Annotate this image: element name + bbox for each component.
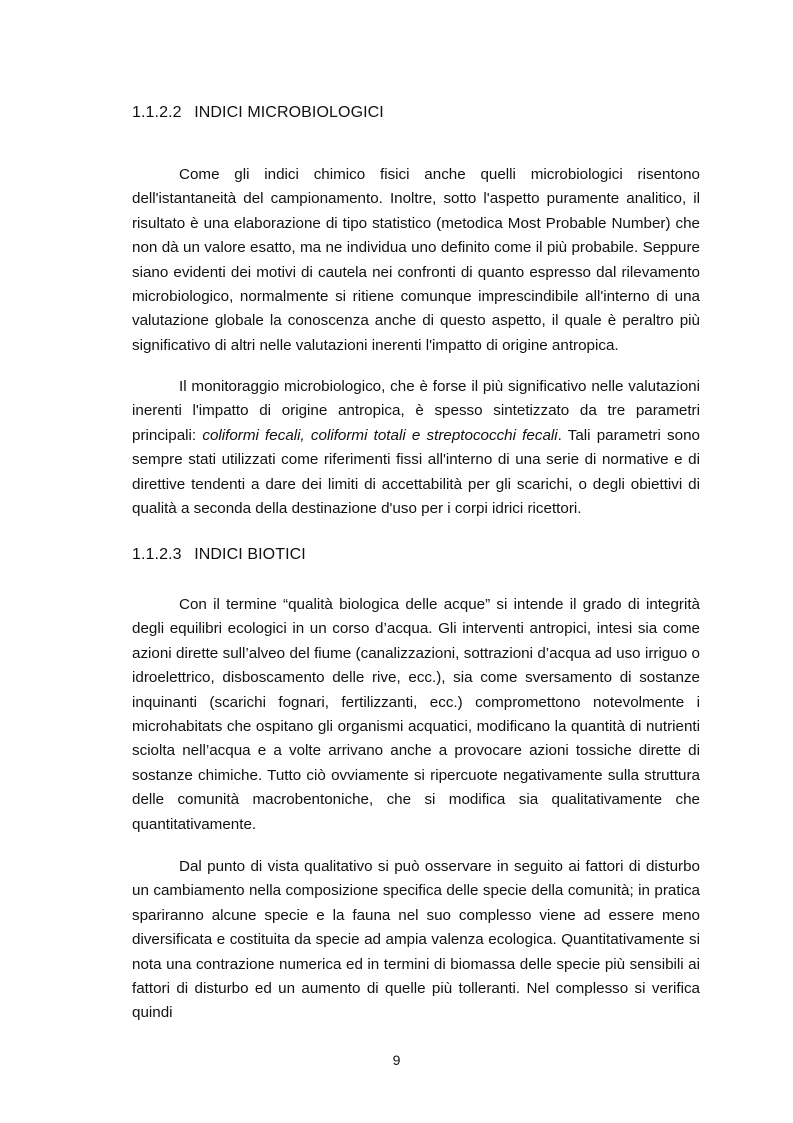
paragraph-text: Il monitoraggio microbiologico, che è forse il più significativo nelle valutazioni inerenti l'impatto di origine antropica, è spesso sintetizzato da tre parametri principali: <box>132 378 700 444</box>
section-title: INDICI BIOTICI <box>194 546 306 563</box>
italic-parameters: coliformi fecali, coliformi totali e streptococchi fecali <box>202 426 558 444</box>
section-heading-microbiologici <box>132 104 384 122</box>
section-number: 1.1.2.3 <box>132 546 182 563</box>
page-number: 9 <box>392 1052 401 1068</box>
paragraph-biotici-2: Dal punto di vista qualitativo si può osservare in seguito ai fattori di disturbo un cambiamento nella composizione specifica delle specie della comunità; in pratica spariranno alcune specie e la fauna nel suo complesso viene ad essere meno diversificata e costituita da specie ad ampia valenza ecologica. Quantitativamente si nota una contrazione numerica ed in termini di biomassa delle specie più sensibili ai fattori di disturbo ed un aumento di quelle più tolleranti. Nel complesso si verifica quindi <box>132 858 700 1022</box>
section-heading-biotici <box>132 546 306 564</box>
paragraph-text: . Tali parametri sono sempre stati utilizzati come riferimenti fissi all'interno di una serie di normative e di direttive tendenti a dare dei limiti di accettabilità per gli scarichi, o degli obiettivi di qualità a seconda della destinazione d'uso per i corpi idrici ricettori. <box>132 426 700 518</box>
section-number: 1.1.2.2 <box>132 104 182 121</box>
paragraph-microbiologici-1: Come gli indici chimico fisici anche quelli microbiologici risentono dell'istantaneità del campionamento. Inoltre, sotto l'aspetto puramente analitico, il risultato è una elaborazione di tipo statistico (metodica Most Probable Number) che non dà un valore esatto, ma ne individua uno definito come il più probabile. Seppure siano evidenti dei motivi di cautela nei confronti di quanto espresso dal rilevamento microbiologico, normalmente si ritiene comunque imprescindibile all'interno di una valutazione globale la conoscenza anche di questo aspetto, il quale è peraltro più significativo di altri nelle valutazioni inerenti l'impatto di origine antropica. <box>132 166 700 354</box>
section-title: INDICI MICROBIOLOGICI <box>194 104 384 121</box>
paragraph-microbiologici-2 <box>132 375 700 521</box>
paragraph-biotici-1: Con il termine “qualità biologica delle acque” si intende il grado di integrità degli equilibri ecologici in un corso d’acqua. Gli interventi antropici, intesi sia come azioni dirette sull’alveo del fiume (canalizzazioni, sottrazioni d’acqua ad uso irriguo o idroelettrico, disboscamento delle rive, ecc.), sia come sversamento di sostanze inquinanti (scarichi fognari, fertilizzanti, ecc.) compromettono notevolmente i microhabitats che ospitano gli organismi acquatici, modificano la quantità di nutrienti sciolta nell’acqua e a volte arrivano anche a provocare azioni tossiche dirette di sostanze chimiche. Tutto ciò ovviamente si ripercuote negativamente sulla struttura delle comunità macrobentoniche, che si modifica sia qualitativamente che quantitativamente. <box>132 596 700 833</box>
